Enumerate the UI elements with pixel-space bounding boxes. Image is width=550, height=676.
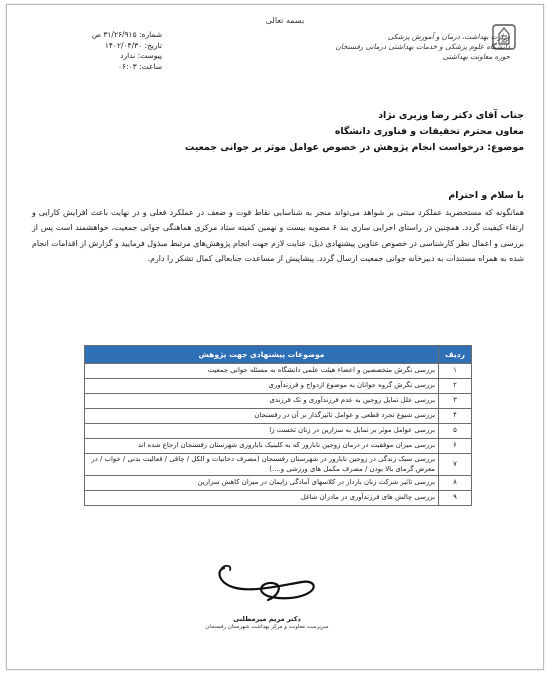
addressee-block bbox=[44, 108, 524, 156]
letter-number: شماره: ۳۱/۲۶/۹۱۵ ص bbox=[91, 30, 162, 39]
row-number: ۷ bbox=[439, 454, 472, 476]
letter-meta bbox=[22, 30, 162, 72]
column-header-row-number: ردیف bbox=[439, 346, 472, 364]
table-row bbox=[85, 454, 472, 476]
letter-time: ساعت: ۰۶:۰۳ bbox=[118, 61, 162, 71]
letter-attachment: پیوست: ندارد bbox=[120, 51, 162, 60]
row-number: ۸ bbox=[439, 476, 472, 491]
table-row bbox=[85, 476, 472, 491]
row-topic: بررسی سبک زندگی در زوجین نابارور در شهرستان رفسنجان (مصرف دخانیات و الکل / چاقی / فعالیت بدنی / خواب / در معرض گرمای بالا بودن / مصرف مکمل های ورزشی و....) bbox=[85, 454, 439, 476]
row-number: ۲ bbox=[439, 379, 472, 394]
row-number: ۱ bbox=[439, 364, 472, 379]
table-row bbox=[85, 364, 472, 379]
row-number: ۳ bbox=[439, 394, 472, 409]
table-row bbox=[85, 491, 472, 506]
greeting: با سلام و احترام bbox=[448, 190, 524, 201]
letter-subject: موضوع: درخواست انجام پژوهش در خصوص عوامل موثر بر جوانی جمعیت bbox=[184, 142, 524, 153]
handwritten-signature-icon bbox=[206, 560, 326, 610]
row-topic: بررسی نگرش گروه جوانان به موضوع ازدواج و فرزندآوری bbox=[85, 379, 439, 394]
row-number: ۹ bbox=[439, 491, 472, 506]
column-header-topic: موضوعات پیشنهادی جهت پژوهش bbox=[85, 346, 439, 364]
signer-name: دکتر مریم میرمطلبی bbox=[233, 615, 301, 623]
row-topic: بررسی نگرش متخصصین و اعضاء هیئت علمی دانشگاه به مسئله جوانی جمعیت bbox=[85, 364, 439, 379]
ministry-line: وزارت بهداشت، درمان و آموزش پزشکی bbox=[387, 32, 510, 41]
table-row bbox=[85, 439, 472, 454]
ministry-line: دانشگاه علوم پزشکی و خدمات بهداشتی درمانی رفسنجان bbox=[335, 42, 510, 51]
letter-body: همانگونه که مستحضرید عملکرد مبتنی بر شواهد می‌تواند منجر به شناسایی نقاط قوت و ضعف در عملکرد فعلی و در نهایت باعث افزایش کارایی و ارتقاء کیفیت گردد. همچنین در راستای اجرایی سازی بند ۶ مصوبه بیست و نهمین کمیته ستاد مرکزی هماهنگی جوانی جمعیت، خواهشمند است پس از بررسی و اعمال نظر کارشناسی در خصوص عناوین پیشنهادی ذیل، عنایت لازم جهت انجام پژوهش‌های مرتبط مبذول فرمایید و گزارش از اقدامات انجام شده به همراه مستندات به دبیرخانه جوانی جمعیت ارسال گردد. پیشاپیش از مساعدت جنابعالی کمال تشکر را دارم. bbox=[32, 208, 524, 263]
signer-title: سرپرست معاونت و مرکز بهداشت شهرستان رفسنجان bbox=[205, 624, 329, 630]
row-number: ۵ bbox=[439, 424, 472, 439]
addressee-position: معاون محترم تحقیقات و فناوری دانشگاه bbox=[334, 126, 524, 137]
row-topic: بررسی شیوع تجرد قطعی و عوامل تاثیرگذار بر آن در رفسنجان bbox=[85, 409, 439, 424]
row-topic: بررسی علل تمایل زوجین به عدم فرزندآوری و تک فرزندی bbox=[85, 394, 439, 409]
ministry-heading bbox=[330, 32, 510, 62]
table-row bbox=[85, 394, 472, 409]
table-row bbox=[85, 424, 472, 439]
row-topic: بررسی چالش های فرزندآوری در مادران شاغل bbox=[85, 491, 439, 506]
table-row bbox=[85, 379, 472, 394]
row-number: ۶ bbox=[439, 439, 472, 454]
letter-date: تاریخ: ۱۴۰۲/۰۴/۳۰ bbox=[104, 40, 162, 50]
bismillah: بسمه تعالی bbox=[265, 16, 305, 25]
addressee-name: جناب آقای دکتر رضا وزیری نژاد bbox=[378, 110, 524, 121]
row-number: ۴ bbox=[439, 409, 472, 424]
row-topic: بررسی میزان موفقیت در درمان زوجین نابارور که به کلینیک ناباروری شهرستان رفسنجان ارجاع شده اند bbox=[85, 439, 439, 454]
table-row bbox=[85, 409, 472, 424]
ministry-line: حوزه معاونت بهداشتی bbox=[442, 52, 510, 61]
signer-block bbox=[192, 615, 342, 630]
row-topic: بررسی تاثیر شرکت زنان باردار در کلاسهای آمادگی زایمان در میزان کاهش سزارین bbox=[85, 476, 439, 491]
row-topic: بررسی عوامل موثر بر تمایل به سزارین در زنان تخست زا bbox=[85, 424, 439, 439]
research-topics-table bbox=[84, 345, 472, 506]
